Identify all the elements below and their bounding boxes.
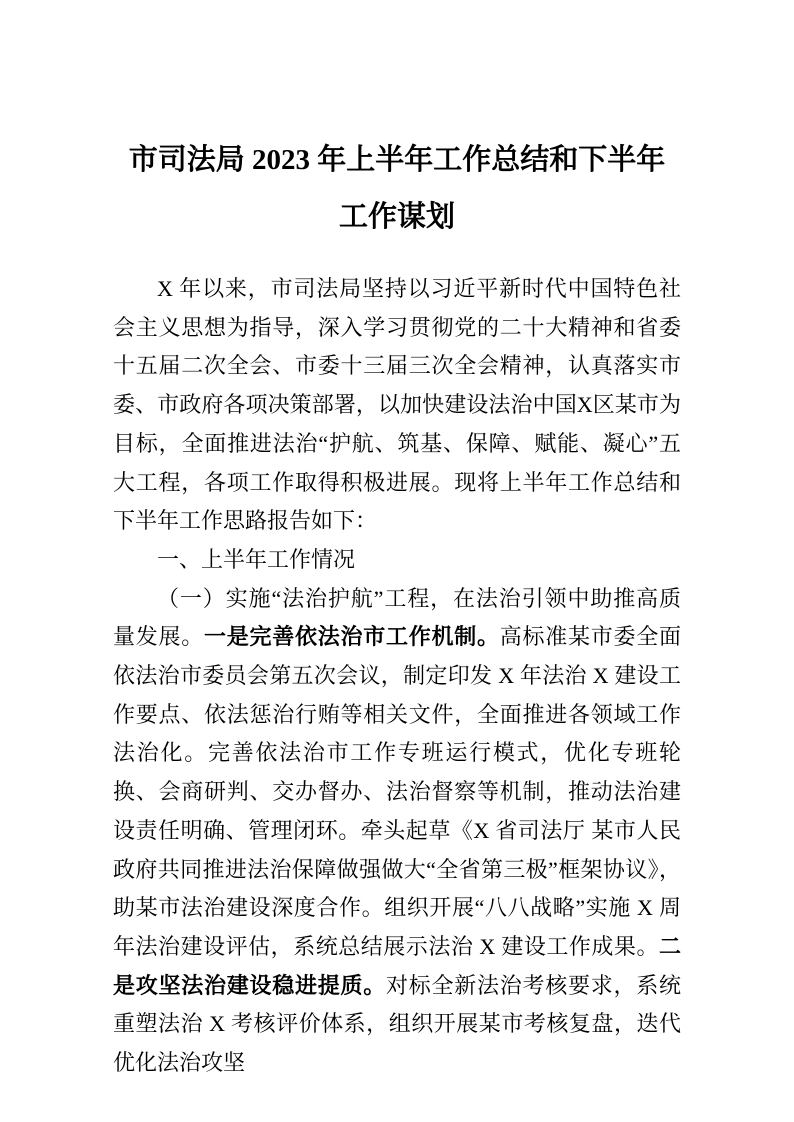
document-title [113, 132, 681, 246]
title-line-1: 市司法局 2023 年上半年工作总结和下半年 [128, 144, 666, 176]
text-segment-city-placeholder: 某市 [591, 817, 637, 843]
text-segment-body: 高标准某市委全面依法治市委员会第五次会议，制定印发 X 年法治 X 建设工作要点、依法惩治行贿等相关文件，全面推进各领域工作法治化。完善依法治市工作专班运行模式，优化专班轮换、会商研判、交办督办、法治督察等机制，推动法治建设责任明确、管理闭环。牵头起草《X 省司法厅 [113, 624, 681, 843]
text-segment-subheading: （一）实施“法治护航”工程，在法治引领中助推高质量发展。 [113, 585, 681, 650]
text-segment-bold-point-two: 二是攻坚法治建设稳进提质。 [113, 933, 681, 998]
text-segment-bold-point-one: 一是完善依法治市工作机制。 [204, 624, 500, 650]
paragraph-section-one [113, 580, 681, 1083]
text-segment-body: 对标全新法治考核要求，系统重塑法治 X 考核评价体系，组织开展某市考核复盘，迭代优化法治攻坚 [113, 972, 681, 1076]
title-line-2: 工作谋划 [338, 201, 455, 233]
text-segment-body: 人民政府共同推进法治保障做强做大“全省第三极”框架协议》，助某市法治建设深度合作。组织开展“八八战略”实施 X 周年法治建设评估，系统总结展示法治 X 建设工作成果。 [113, 817, 681, 959]
paragraph-intro: X 年以来，市司法局坚持以习近平新时代中国特色社会主义思想为指导，深入学习贯彻党的二十大精神和省委十五届二次全会、市委十三届三次全会精神，认真落实市委、市政府各项决策部署，以加快建设法治中国X区某市为目标，全面推进法治“护航、筑基、保障、赋能、凝心”五大工程，各项工作取得积极进展。现将上半年工作总结和下半年工作思路报告如下： [113, 276, 681, 534]
section-heading-first-half-year: 一、上半年工作情况 [157, 546, 356, 572]
